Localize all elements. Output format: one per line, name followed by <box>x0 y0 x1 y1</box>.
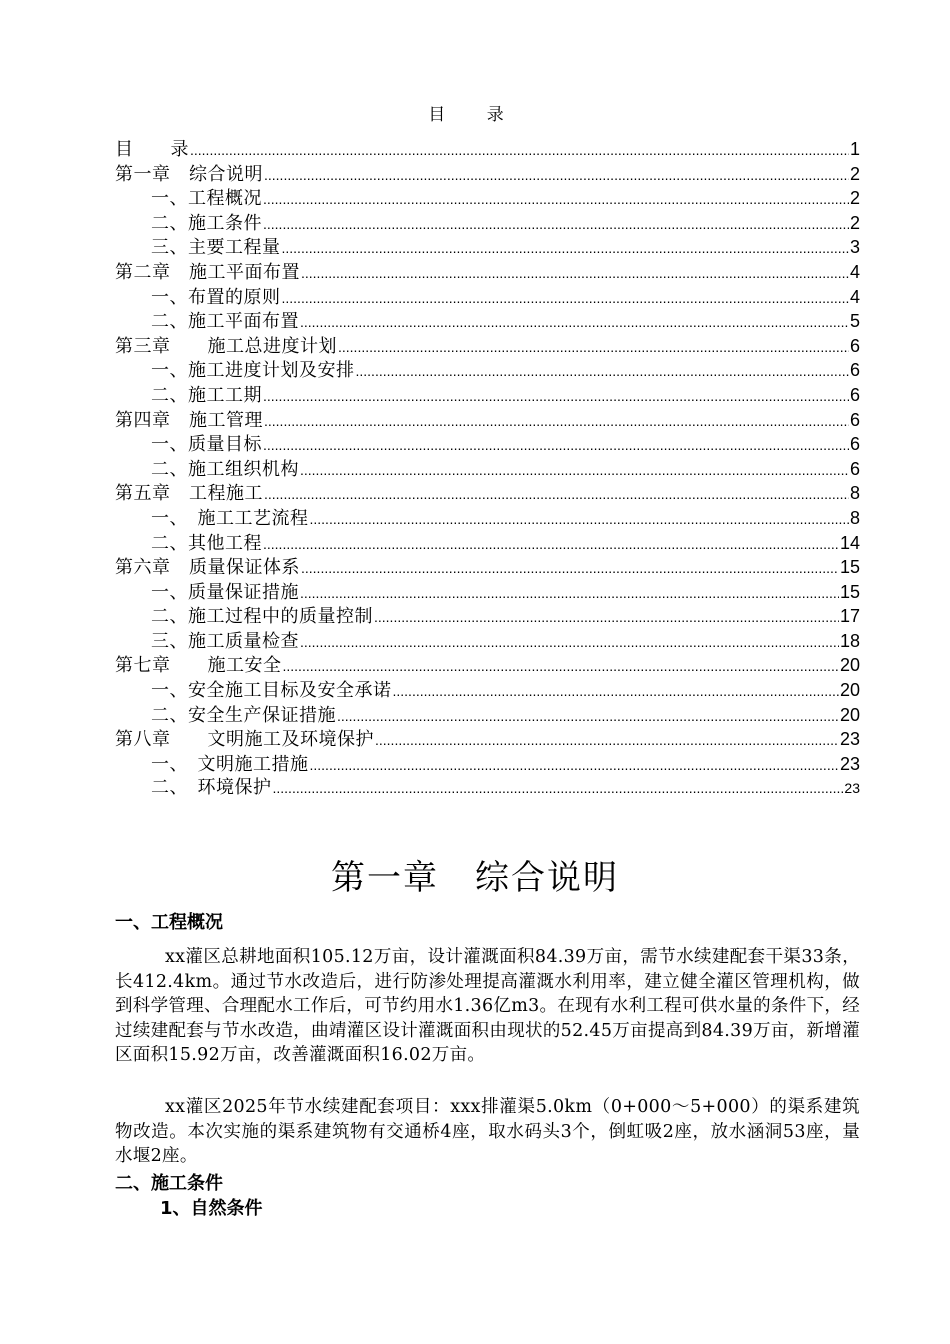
toc-entry[interactable] <box>115 653 860 678</box>
toc-entry-label: 二、施工工期 <box>151 384 262 406</box>
toc-leader-dots <box>301 261 849 286</box>
toc-entry-page: 14 <box>839 532 860 553</box>
toc-entry[interactable] <box>115 432 860 457</box>
toc-entry-label: 二、 环境保护 <box>151 777 272 799</box>
toc-entry[interactable] <box>115 235 860 260</box>
toc-entry-page: 23 <box>839 753 860 774</box>
toc-leader-dots <box>273 776 844 801</box>
toc-leader-dots <box>263 187 849 212</box>
paragraph-overview-1: xx灌区总耕地面积105.12万亩，设计灌溉面积84.39万亩，需节水续建配套干渠33条，长412.4km。通过节水改造后，进行防渗处理提高灌溉水利用率，建立健全灌区管理机构，做到科学管理、合理配水工作后，可节约用水1.36亿m3。在现有水利工程可供水量的条件下，经过续建配套与节水改造，曲靖灌区设计灌溉面积由现状的52.45万亩提高到84.39万亩，新增灌区面积15.92万亩，改善灌溉面积16.02万亩。 <box>115 947 860 1065</box>
toc-entry-page: 20 <box>839 704 860 725</box>
section-heading-conditions: 二、施工条件 <box>115 1173 223 1194</box>
toc-entry-page: 6 <box>849 335 860 356</box>
toc-entry-label: 一、施工进度计划及安排 <box>151 360 355 382</box>
toc-entry[interactable] <box>115 531 860 556</box>
toc-leader-dots <box>337 704 839 729</box>
toc-leader-dots <box>282 236 849 261</box>
toc-entry-label: 第六章 质量保证体系 <box>115 557 300 579</box>
toc-entry[interactable] <box>115 776 860 801</box>
toc-leader-dots <box>190 138 849 163</box>
toc-entry-label: 一、安全施工目标及安全承诺 <box>151 680 392 702</box>
toc-entry-label: 一、布置的原则 <box>151 286 281 308</box>
toc-entry[interactable] <box>115 604 860 629</box>
toc-entry[interactable] <box>115 752 860 777</box>
toc-leader-dots <box>374 605 839 630</box>
toc-entry-label: 二、施工平面布置 <box>151 311 299 333</box>
toc-entry-label: 二、其他工程 <box>151 532 262 554</box>
toc-leader-dots <box>264 163 849 188</box>
toc-entry[interactable] <box>115 629 860 654</box>
toc-entry-page: 15 <box>839 557 860 578</box>
toc-entry-page: 17 <box>839 606 860 627</box>
toc-entry[interactable] <box>115 506 860 531</box>
toc-entry-page: 15 <box>839 581 860 602</box>
toc-entry-label: 第三章 施工总进度计划 <box>115 335 337 357</box>
toc-entry[interactable] <box>115 580 860 605</box>
toc-entry-page: 20 <box>839 655 860 676</box>
toc-entry[interactable] <box>115 555 860 580</box>
toc-entry-label: 三、施工质量检查 <box>151 630 299 652</box>
toc-leader-dots <box>264 482 849 507</box>
toc-entry-page: 2 <box>849 163 860 184</box>
toc-entry-label: 二、施工条件 <box>151 212 262 234</box>
toc-entry-label: 三、主要工程量 <box>151 237 281 259</box>
toc-entry-label: 二、施工组织机构 <box>151 458 299 480</box>
toc-entry-label: 一、 文明施工措施 <box>151 753 309 775</box>
toc-entry[interactable] <box>115 334 860 359</box>
toc-entry-label: 第四章 施工管理 <box>115 409 263 431</box>
toc-leader-dots <box>263 384 849 409</box>
toc-entry[interactable] <box>115 703 860 728</box>
toc-entry-page: 5 <box>849 311 860 332</box>
toc-entry-page: 6 <box>849 384 860 405</box>
toc-entry-label: 一、工程概况 <box>151 188 262 210</box>
section-heading-overview: 一、工程概况 <box>115 912 223 933</box>
toc-entry-label: 第一章 综合说明 <box>115 163 263 185</box>
table-of-contents <box>115 137 860 801</box>
toc-entry[interactable] <box>115 678 860 703</box>
toc-leader-dots <box>356 359 849 384</box>
toc-entry[interactable] <box>115 457 860 482</box>
toc-leader-dots <box>310 507 849 532</box>
toc-entry[interactable] <box>115 727 860 752</box>
toc-leader-dots <box>300 458 849 483</box>
toc-leader-dots <box>310 753 839 778</box>
toc-entry[interactable] <box>115 408 860 433</box>
toc-leader-dots <box>282 286 849 311</box>
toc-title: 目 录 <box>428 105 522 125</box>
toc-entry[interactable] <box>115 481 860 506</box>
toc-entry[interactable] <box>115 358 860 383</box>
toc-entry-page: 23 <box>844 780 860 797</box>
toc-entry-label: 第五章 工程施工 <box>115 483 263 505</box>
toc-entry-page: 8 <box>849 483 860 504</box>
toc-leader-dots <box>283 654 839 679</box>
toc-entry-page: 6 <box>849 409 860 430</box>
chapter-title: 第一章 综合说明 <box>331 858 619 898</box>
toc-entry-label: 第八章 文明施工及环境保护 <box>115 729 374 751</box>
subsection-heading-natural-conditions: 1、自然条件 <box>160 1198 263 1219</box>
toc-entry-page: 4 <box>849 261 860 282</box>
toc-leader-dots <box>300 310 849 335</box>
toc-entry-page: 20 <box>839 680 860 701</box>
toc-entry-label: 一、质量保证措施 <box>151 581 299 603</box>
toc-entry-label: 第二章 施工平面布置 <box>115 261 300 283</box>
toc-entry[interactable] <box>115 162 860 187</box>
toc-leader-dots <box>263 433 849 458</box>
toc-entry-page: 1 <box>849 139 860 159</box>
toc-leader-dots <box>300 630 839 655</box>
toc-entry-page: 8 <box>849 507 860 528</box>
toc-leader-dots <box>375 728 839 753</box>
toc-entry-label: 二、安全生产保证措施 <box>151 704 336 726</box>
toc-leader-dots <box>301 556 839 581</box>
toc-leader-dots <box>338 335 849 360</box>
toc-entry-label: 第七章 施工安全 <box>115 655 282 677</box>
toc-entry-page: 6 <box>849 434 860 455</box>
toc-entry-page: 2 <box>849 188 860 209</box>
toc-entry-page: 4 <box>849 286 860 307</box>
toc-entry-page: 2 <box>849 212 860 233</box>
toc-leader-dots <box>264 409 849 434</box>
toc-entry-page: 23 <box>839 729 860 750</box>
toc-entry-label: 一、 施工工艺流程 <box>151 507 309 529</box>
toc-entry[interactable] <box>115 186 860 211</box>
toc-entry[interactable] <box>115 137 860 162</box>
toc-entry-page: 6 <box>849 458 860 479</box>
paragraph-overview-2: xx灌区2025年节水续建配套项目：xxx排灌渠5.0km（0+000～5+000）的渠系建筑物改造。本次实施的渠系建筑物有交通桥4座，取水码头3个，倒虹吸2座，放水涵洞53座，量水堰2座。 <box>115 1097 860 1166</box>
toc-entry[interactable] <box>115 285 860 310</box>
toc-leader-dots <box>263 212 849 237</box>
toc-entry-page: 6 <box>849 360 860 381</box>
toc-entry-label: 一、质量目标 <box>151 434 262 456</box>
toc-leader-dots <box>263 532 839 557</box>
toc-leader-dots <box>393 679 839 704</box>
toc-entry[interactable] <box>115 383 860 408</box>
toc-entry-page: 18 <box>839 630 860 651</box>
toc-entry[interactable] <box>115 211 860 236</box>
toc-entry-label: 目 录 <box>115 139 189 160</box>
toc-leader-dots <box>300 581 839 606</box>
toc-entry-page: 3 <box>849 237 860 258</box>
toc-entry-label: 二、施工过程中的质量控制 <box>151 606 373 628</box>
toc-entry[interactable] <box>115 260 860 285</box>
toc-entry[interactable] <box>115 309 860 334</box>
